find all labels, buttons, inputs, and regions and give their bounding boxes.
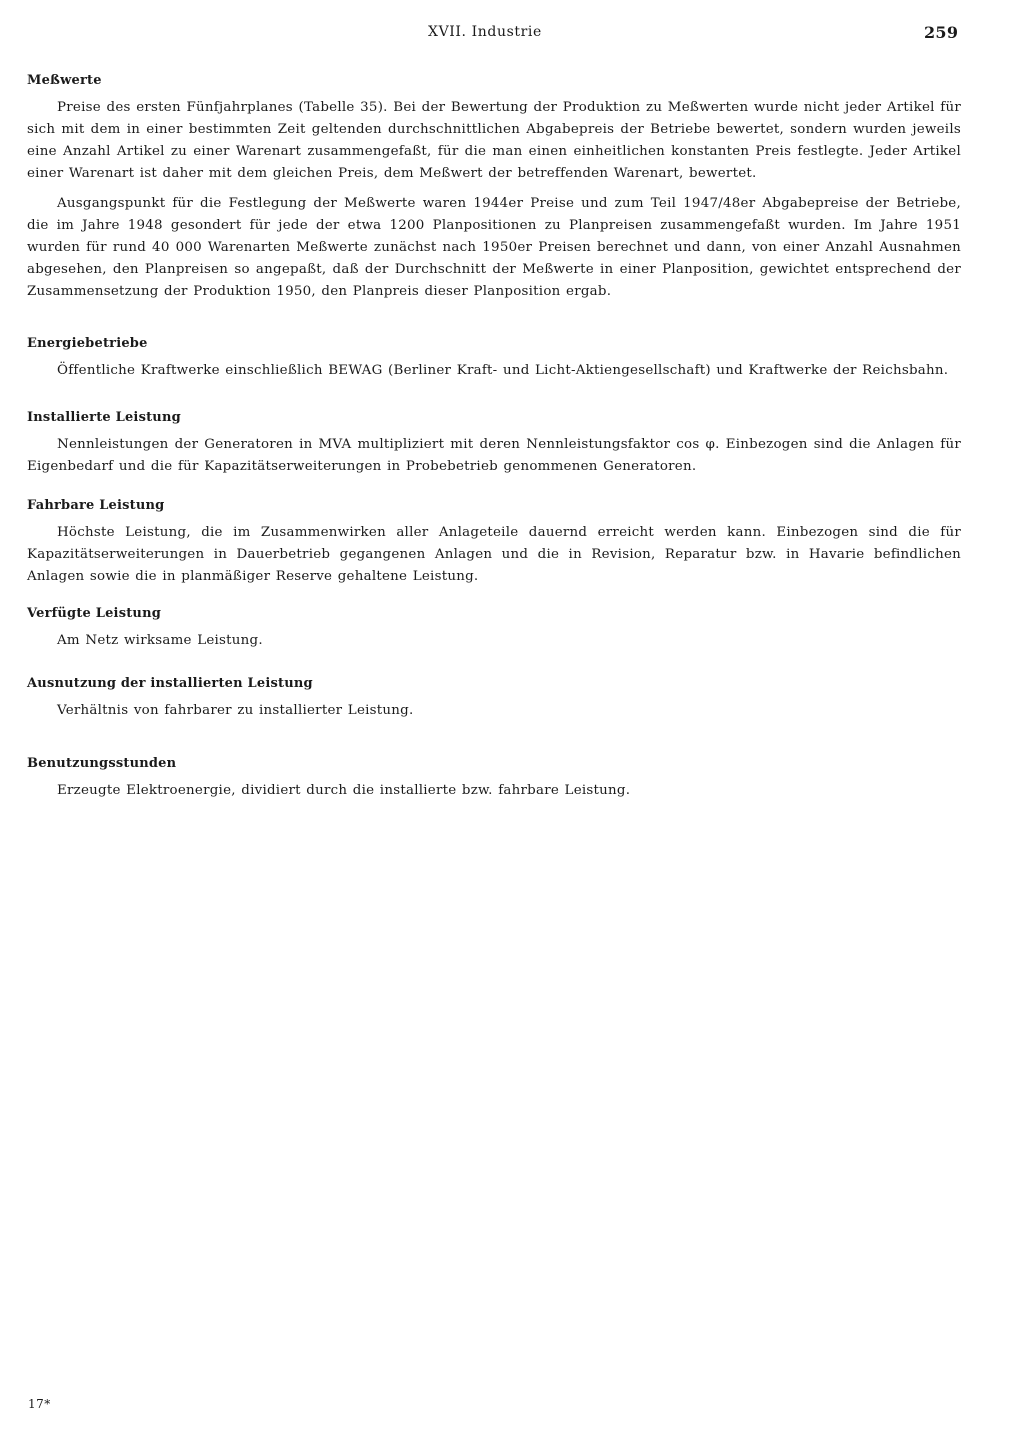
section-heading: Verfügte Leistung	[27, 606, 162, 621]
section-fahrbare-leistung	[27, 496, 961, 588]
section-energiebetriebe	[27, 334, 961, 382]
page-number: 259	[924, 23, 959, 42]
section-heading: Fahrbare Leistung	[27, 498, 165, 513]
section-messwerte	[27, 71, 961, 303]
section-verfuegte-leistung	[27, 604, 961, 652]
section-ausnutzung	[27, 674, 961, 722]
section-benutzungsstunden	[27, 754, 961, 802]
paragraph: Am Netz wirksame Leistung.	[57, 633, 263, 648]
section-heading: Energiebetriebe	[27, 336, 148, 351]
running-header	[0, 24, 1024, 48]
paragraph: Ausgangspunkt für die Festlegung der Meßwerte waren 1944er Preise und zum Teil 1947/48er Abgabepreise der Betriebe, die im Jahre 1948 gesondert für jede der etwa 1200 Planpositionen zu Planpreisen zusammengefaßt wurden. Im Jahre 1951 wurden für rund 40 000 Warenarten Meßwerte zunächst nach 1950er Preisen berechnet und dann, von einer Anzahl Ausnahmen abgesehen, den Planpreisen so angepaßt, daß der Durchschnitt der Meßwerte in einer Planposition, gewichtet entsprechend der Zusammensetzung der Produktion 1950, den Planpreis dieser Planposition ergab.	[27, 196, 961, 299]
page-body	[27, 71, 961, 802]
signature-mark: 17*	[28, 1397, 51, 1411]
section-installierte-leistung	[27, 408, 961, 478]
paragraph: Erzeugte Elektroenergie, dividiert durch die installierte bzw. fahrbare Leistung.	[57, 783, 631, 798]
section-heading: Ausnutzung der installierten Leistung	[27, 676, 313, 691]
paragraph: Verhältnis von fahrbarer zu installierter Leistung.	[57, 703, 414, 718]
section-heading: Meßwerte	[27, 73, 102, 88]
paragraph: Höchste Leistung, die im Zusammenwirken aller Anlageteile dauernd erreicht werden kann. Einbezogen sind die für Kapazitätserweiterungen in Dauerbetrieb gegangenen Anlagen und die in Revision, Reparatur bzw. in Havarie befindlichen Anlagen sowie die in planmäßiger Reserve gehaltene Leistung.	[27, 525, 961, 584]
paragraph: Nennleistungen der Generatoren in MVA multipliziert mit deren Nennleistungsfaktor cos φ. Einbezogen sind die Anlagen für Eigenbedarf und die für Kapazitätserweiterungen in Probebetrieb genommenen Generatoren.	[27, 437, 961, 474]
paragraph: Öffentliche Kraftwerke einschließlich BEWAG (Berliner Kraft- und Licht-Aktiengesellschaft) und Kraftwerke der Reichsbahn.	[57, 363, 949, 378]
paragraph: Preise des ersten Fünfjahrplanes (Tabelle 35). Bei der Bewertung der Produktion zu Meßwerten wurde nicht jeder Artikel für sich mit dem in einer bestimmten Zeit geltenden durchschnittlichen Abgabepreis der Betriebe bewertet, sondern wurden jeweils eine Anzahl Artikel zu einer Warenart zusammengefaßt, für die man einen einheitlichen konstanten Preis festlegte. Jeder Artikel einer Warenart ist daher mit dem gleichen Preis, dem Meßwert der betreffenden Warenart, bewertet.	[27, 100, 961, 181]
section-heading: Installierte Leistung	[27, 410, 181, 425]
section-heading: Benutzungsstunden	[27, 756, 177, 771]
running-title: XVII. Industrie	[428, 24, 542, 40]
